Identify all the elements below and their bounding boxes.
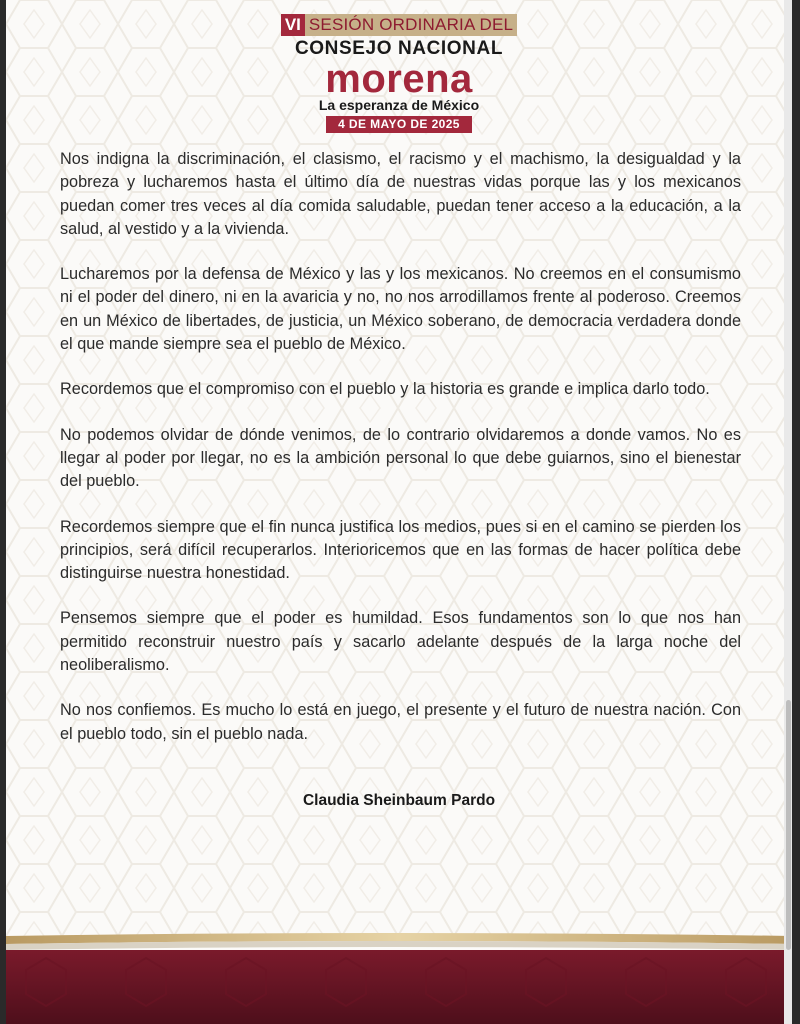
session-number: VI — [281, 14, 305, 36]
event-header — [6, 14, 792, 133]
footer-band — [6, 930, 792, 1024]
brand-logo: morena — [325, 57, 473, 101]
document-page — [6, 0, 792, 1024]
paragraph: Recordemos que el compromiso con el pueblo y la historia es grande e implica darlo todo. — [60, 380, 710, 399]
paragraph: Pensemos siempre que el poder es humildad. Esos fundamentos son lo que nos han permitido reconstruir nuestro país y sacarlo adelante después de la larga noche del neoliberalismo. — [60, 609, 741, 675]
event-date: 4 DE MAYO DE 2025 — [326, 116, 472, 133]
scrollbar-thumb[interactable] — [786, 700, 791, 950]
paragraph: Lucharemos por la defensa de México y las y los mexicanos. No creemos en el consumismo ni el poder del dinero, ni en la avaricia y no, no nos arrodillamos frente al poderoso. Creemos en un México de libertades, de justicia, un México soberano, de democracia verdadera donde el que mande siempre sea el pueblo de México. — [60, 265, 741, 354]
scrollbar-track[interactable] — [784, 0, 792, 1024]
paragraph: No podemos olvidar de dónde venimos, de lo contrario olvidaremos a donde vamos. No es llegar al poder por llegar, no es la ambición personal lo que debe guiarnos, sino el bienestar del pueblo. — [60, 425, 741, 491]
paragraph: Recordemos siempre que el fin nunca justifica los medios, pues si en el camino se pierden los principios, será difícil recuperarlos. Interioricemos que en las formas de hacer política debe distinguirse nuestra honestidad. — [60, 517, 741, 583]
brand-tagline: La esperanza de México — [318, 97, 480, 113]
statement-body — [60, 148, 741, 768]
session-banner — [281, 14, 517, 36]
paragraph: Nos indigna la discriminación, el clasismo, el racismo y el machismo, la desigualdad y la pobreza y lucharemos hasta el último día de nuestras vidas porque las y los mexicanos puedan comer tres veces al día comida saludable, puedan tener acceso a la educación, a la salud, al vestido y a la vivienda. — [60, 150, 741, 238]
session-title: SESIÓN ORDINARIA DEL — [305, 14, 517, 36]
signature-name: Claudia Sheinbaum Pardo — [302, 792, 496, 809]
council-title: CONSEJO NACIONAL — [294, 38, 504, 59]
paragraph: No nos confiemos. Es mucho lo está en juego, el presente y el futuro de nuestra nación. Con el pueblo todo, sin el pueblo nada. — [60, 701, 741, 743]
